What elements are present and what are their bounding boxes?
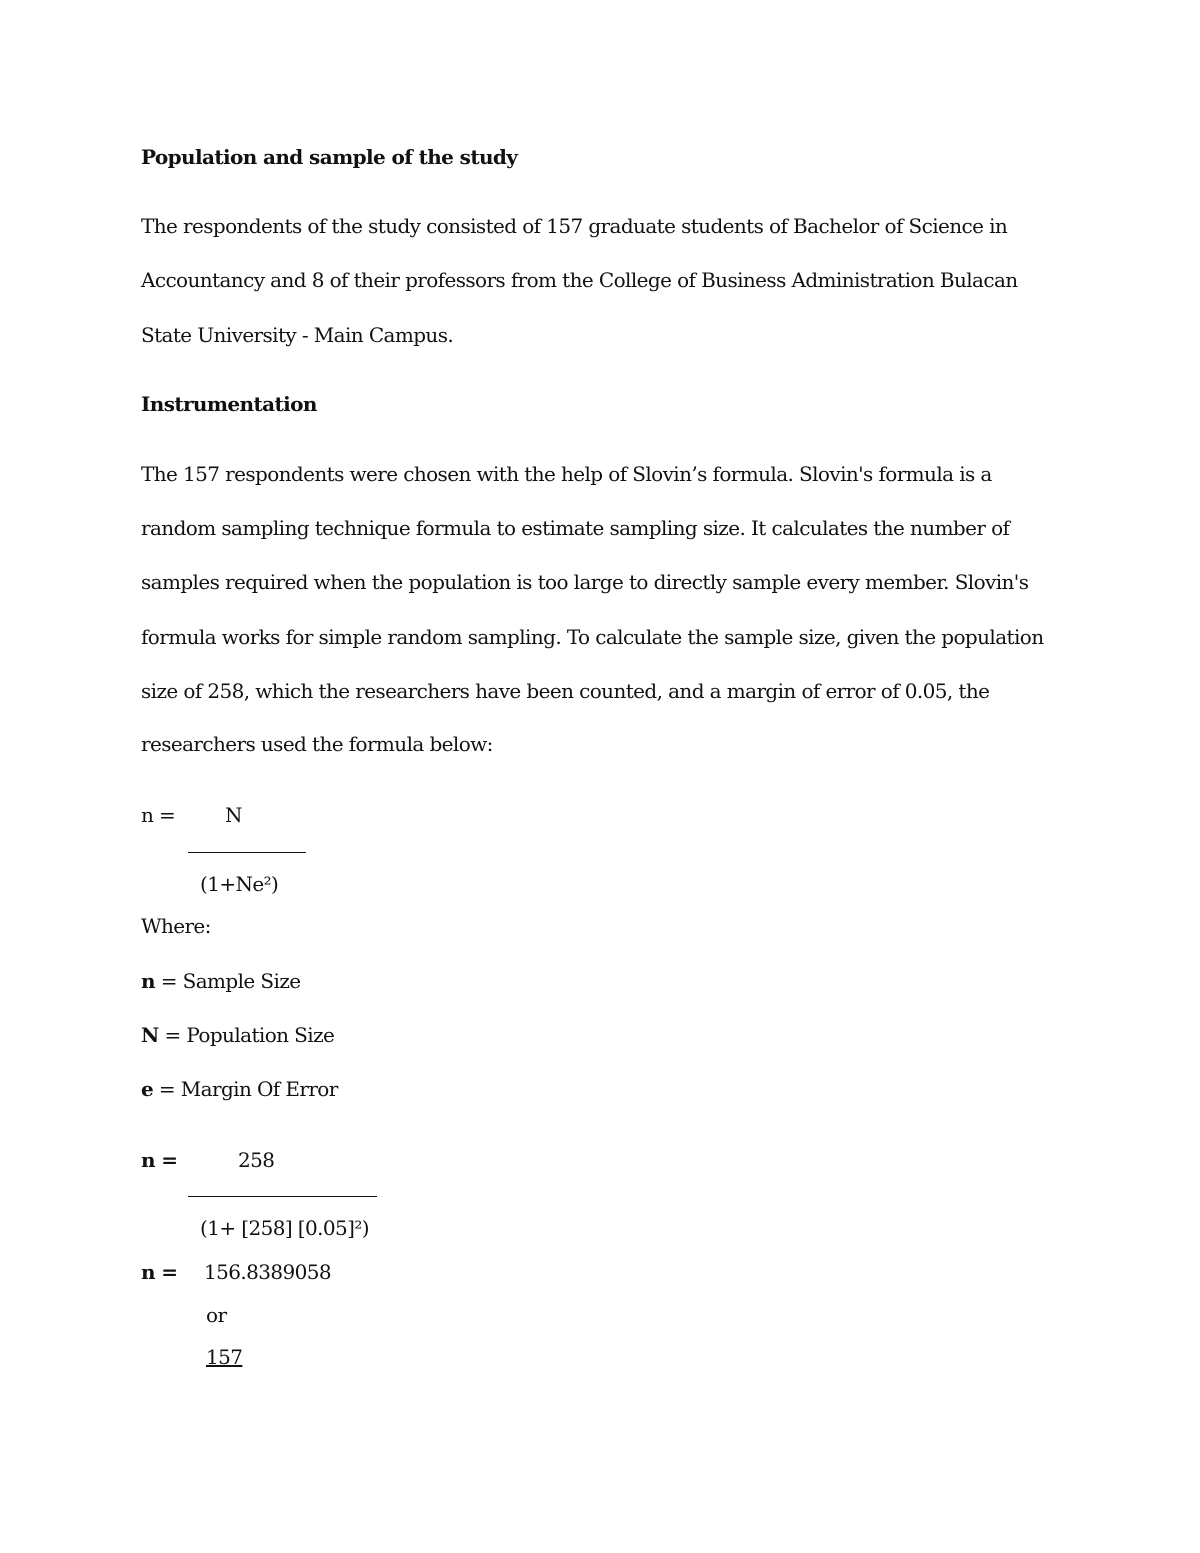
paragraph-line: random sampling technique formula to estimate sampling size. It calculates the number of (141, 516, 1010, 540)
result-lhs: n = (141, 1260, 178, 1284)
paragraph-line: samples required when the population is too large to directly sample every member. Slovin's (141, 570, 1029, 594)
definition-symbol: N (141, 1023, 159, 1047)
result-value: 156.8389058 (204, 1260, 332, 1284)
definition-n (141, 968, 301, 994)
paragraph-line: Accountancy and 8 of their professors from the College of Business Administration Bulacan (141, 268, 1018, 292)
calculation-lhs: n = (141, 1148, 178, 1172)
definition-e (141, 1076, 338, 1102)
calculation-denominator: (1+ [258] [0.05]²) (200, 1216, 369, 1240)
paragraph-line: The respondents of the study consisted of 157 graduate students of Bachelor of Science in (141, 214, 1008, 238)
calculation-numerator: 258 (238, 1148, 275, 1172)
definition-symbol: n (141, 969, 155, 993)
definition-text: = Sample Size (160, 969, 301, 993)
result-or: or (206, 1303, 227, 1327)
section-heading-population: Population and sample of the study (141, 145, 518, 169)
definition-symbol: e (141, 1077, 154, 1101)
section-heading-instrumentation: Instrumentation (141, 392, 317, 416)
result-final-value: 157 (206, 1345, 243, 1369)
formula-lhs: n = (141, 803, 176, 827)
where-label: Where: (141, 914, 211, 938)
formula-fraction-bar (188, 852, 306, 853)
definition-N (141, 1022, 334, 1048)
definition-text: = Margin Of Error (158, 1077, 338, 1101)
calculation-fraction-bar (188, 1196, 377, 1197)
paragraph-line: State University - Main Campus. (141, 323, 454, 347)
paragraph-line: size of 258, which the researchers have been counted, and a margin of error of 0.05, the (141, 679, 990, 703)
paragraph-line: The 157 respondents were chosen with the help of Slovin’s formula. Slovin's formula is a (141, 462, 992, 486)
formula-denominator: (1+Ne²) (200, 872, 279, 896)
formula-numerator: N (225, 803, 242, 827)
definition-text: = Population Size (164, 1023, 335, 1047)
paragraph-line: researchers used the formula below: (141, 732, 493, 756)
paragraph-line: formula works for simple random sampling. To calculate the sample size, given the population (141, 625, 1044, 649)
